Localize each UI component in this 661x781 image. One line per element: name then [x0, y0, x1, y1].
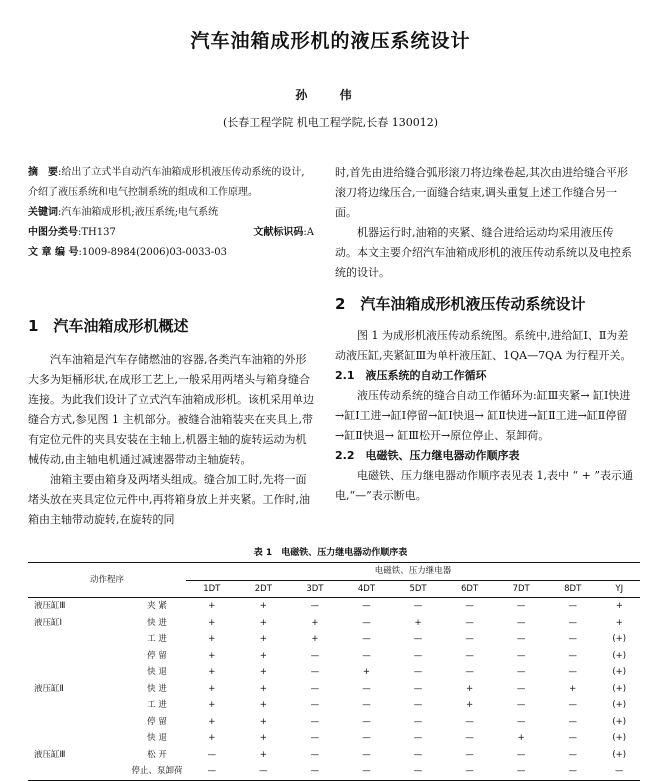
- column-header: 3DT: [289, 580, 341, 598]
- table-cell: —: [362, 683, 371, 694]
- row-group: 液压缸Ⅲ: [34, 601, 66, 611]
- table-cell: +: [517, 733, 525, 743]
- column-header: 6DT: [444, 580, 496, 598]
- table-cell: —: [465, 617, 474, 628]
- table-cell: —: [516, 716, 526, 727]
- table-cell: +: [362, 667, 371, 677]
- column-header: 1DT: [186, 580, 238, 598]
- table-row: [28, 747, 640, 764]
- table-cell: —: [310, 733, 320, 743]
- table-cell: +: [208, 667, 216, 677]
- row-step: 停 留: [147, 650, 167, 661]
- section-2-body: [335, 326, 635, 506]
- table-cell: —: [568, 700, 577, 710]
- row-step: 快 退: [147, 733, 167, 743]
- doc-code-value: :A: [303, 227, 314, 238]
- table-cell: —: [362, 700, 371, 710]
- table-cell: +: [259, 749, 267, 760]
- table-cell: —: [516, 634, 526, 644]
- clc-value: :TH137: [78, 227, 116, 238]
- row-group: [28, 763, 128, 780]
- column-header: 7DT: [495, 580, 547, 598]
- row-step: 快 退: [147, 667, 167, 677]
- table-cell: —: [568, 749, 577, 760]
- table-cell: —: [310, 716, 320, 727]
- row-group: [28, 730, 128, 747]
- table-cell: +: [414, 617, 422, 628]
- sequence-table: [28, 562, 640, 781]
- table-cell: +: [259, 700, 267, 710]
- table-cell: (+): [612, 700, 627, 710]
- table-cell: —: [413, 716, 423, 727]
- table-cell: +: [466, 683, 474, 694]
- table-cell: +: [208, 634, 216, 644]
- column-header: 5DT: [392, 580, 444, 598]
- row-step: 松 开: [147, 749, 167, 760]
- table-cell: —: [516, 601, 526, 611]
- section-2-heading: 2 汽车油箱成形机液压传动系统设计: [335, 295, 586, 313]
- table-cell: —: [238, 763, 290, 780]
- table-cell: —: [547, 763, 599, 780]
- section-2-1-paragraph: 液压传动系统的缝合自动工作循环为:缸Ⅲ夹紧→ 缸Ⅰ快进→缸Ⅰ工进→缸Ⅰ停留→缸Ⅰ快退→ 缸Ⅱ快进→缸Ⅱ工进→缸Ⅱ停留→缸Ⅱ快退→ 缸Ⅲ松开→原位停止、泵卸荷。: [335, 389, 631, 442]
- article-no-value: :1009-8984(2006)03-0033-03: [78, 247, 228, 258]
- table-cell: —: [310, 601, 320, 611]
- table-cell: +: [259, 716, 267, 727]
- row-step: 快 进: [147, 617, 167, 628]
- table-cell: —: [362, 650, 371, 661]
- row-group: 液压缸Ⅲ: [34, 749, 66, 760]
- table-cell: —: [465, 634, 474, 644]
- table-row: [28, 681, 640, 698]
- keywords: [28, 203, 314, 223]
- table-cell: —: [310, 650, 320, 661]
- clc-label: 中图分类号: [28, 227, 78, 238]
- table-cell: —: [568, 650, 577, 661]
- table-cell: +: [311, 617, 319, 628]
- table-row: [28, 763, 640, 780]
- table-cell: —: [516, 650, 526, 661]
- table-cell: —: [568, 617, 577, 628]
- table-cell: —: [310, 700, 320, 710]
- section-2-paragraph-1: 图 1 为成形机液压传动系统图。系统中,进给缸Ⅰ、Ⅱ为差动液压缸,夹紧缸Ⅲ为单杆液压缸、1QA—7QA 为行程开关。: [335, 329, 632, 362]
- article-number: [28, 243, 314, 263]
- table-row: [28, 648, 640, 665]
- table-cell: +: [259, 617, 267, 628]
- table-row: [28, 631, 640, 648]
- table-cell: +: [569, 683, 577, 694]
- table-row: [28, 598, 640, 615]
- table-cell: —: [413, 650, 423, 661]
- table-cell: +: [259, 733, 267, 743]
- column-header: 8DT: [547, 580, 599, 598]
- table-cell: —: [362, 716, 371, 727]
- abstract: [28, 163, 314, 203]
- table-cell: +: [615, 617, 623, 628]
- row-step: 工 进: [147, 700, 167, 710]
- section-2-1-heading: 2.1 液压系统的自动工作循环: [335, 369, 487, 382]
- table-cell: —: [516, 749, 526, 760]
- table-cell: —: [495, 763, 547, 780]
- table-row: [28, 730, 640, 747]
- table-cell: +: [208, 700, 216, 710]
- table-caption: 表 1 电磁铁、压力继电器动作顺序表: [253, 548, 408, 558]
- table-cell: —: [341, 763, 393, 780]
- row-group: 液压缸Ⅰ: [34, 617, 63, 628]
- table-cell: —: [465, 601, 474, 611]
- table-cell: —: [568, 716, 577, 727]
- table-cell: +: [466, 700, 474, 710]
- section-2-2-paragraph: 电磁铁、压力继电器动作顺序表见表 1,表中 “ + ”表示通电,“—”表示断电。: [335, 469, 633, 502]
- table-cell: —: [568, 667, 577, 677]
- table-row: [28, 615, 640, 632]
- table-cell: (+): [612, 634, 627, 644]
- table-cell: —: [413, 700, 423, 710]
- table-cell: —: [413, 634, 423, 644]
- table-cell: (+): [612, 716, 627, 727]
- table-cell: —: [413, 733, 423, 743]
- section-2-2-heading: 2.2 电磁铁、压力继电器动作顺序表: [335, 449, 520, 462]
- table-cell: —: [310, 667, 320, 677]
- table-cell: +: [259, 601, 267, 611]
- table-cell: —: [413, 601, 423, 611]
- column-header: YJ: [599, 580, 641, 598]
- keywords-label: 关键词: [28, 207, 58, 218]
- author-name: 孙 伟: [295, 88, 366, 102]
- table-cell: —: [568, 601, 577, 611]
- table-cell: +: [208, 716, 216, 727]
- header-group: 电磁铁、压力继电器: [186, 563, 640, 581]
- table-header-row-1: [28, 563, 640, 581]
- table-cell: —: [568, 634, 577, 644]
- table-cell: —: [465, 667, 474, 677]
- classification-line: [28, 223, 314, 243]
- table-cell: (+): [612, 749, 627, 760]
- table-cell: —: [413, 667, 423, 677]
- table-cell: —: [599, 763, 641, 780]
- row-group: 液压缸Ⅱ: [34, 683, 64, 694]
- table-cell: —: [516, 683, 526, 694]
- keywords-text: :汽车油箱成形机;液压系统;电气系统: [58, 207, 219, 218]
- table-cell: +: [259, 634, 267, 644]
- row-step: 停止、泵卸荷: [128, 763, 186, 780]
- row-group: [28, 631, 128, 648]
- left-column: [28, 163, 314, 263]
- table-cell: +: [259, 667, 267, 677]
- row-group: [28, 648, 128, 665]
- row-step: 停 留: [147, 716, 167, 727]
- column-header: 4DT: [341, 580, 393, 598]
- row-group: [28, 664, 128, 681]
- table-cell: +: [259, 650, 267, 661]
- abstract-text: :给出了立式半自动汽车油箱成形机液压传动系统的设计,介绍了液压系统和电气控制系统的组成和工作原理。: [28, 167, 305, 198]
- table-cell: —: [362, 749, 371, 760]
- section-1-heading: 1 汽车油箱成形机概述: [28, 317, 189, 335]
- table-cell: —: [516, 667, 526, 677]
- table-cell: +: [208, 617, 216, 628]
- section-1-paragraph-2: 油箱主要由箱身及两堵头组成。缝合加工时,先将一面堵头放在夹具定位元件中,再将箱身放上并夹紧。工作时,油箱由主轴带动旋转,在旋转的同: [28, 473, 310, 526]
- table-cell: —: [444, 763, 496, 780]
- table-cell: —: [186, 763, 238, 780]
- paper-title: 汽车油箱成形机的液压系统设计: [190, 30, 471, 52]
- row-group: [28, 697, 128, 714]
- table-row: [28, 714, 640, 731]
- table-row: [28, 697, 640, 714]
- table-cell: —: [362, 733, 371, 743]
- abstract-label: 摘 要: [28, 167, 58, 178]
- table-cell: —: [465, 733, 474, 743]
- row-step: 快 进: [147, 683, 167, 694]
- table-cell: +: [259, 683, 267, 694]
- table-cell: +: [208, 650, 216, 661]
- table-cell: —: [465, 650, 474, 661]
- table-cell: +: [208, 601, 216, 611]
- table-cell: —: [362, 601, 371, 611]
- table-cell: —: [207, 749, 217, 760]
- table-cell: —: [289, 763, 341, 780]
- table-cell: (+): [612, 733, 627, 743]
- table-cell: —: [362, 617, 371, 628]
- table-cell: +: [208, 733, 216, 743]
- table-cell: +: [615, 601, 623, 611]
- right-paragraph-1: 时,首先由进给缝合弧形滚刀将边缘卷起,其次由进给缝合平形滚刀将边缘压合,一面缝合结束,调头重复上述工作缝合另一面。: [335, 166, 628, 219]
- table-cell: —: [310, 749, 320, 760]
- table-cell: —: [362, 634, 371, 644]
- table-cell: —: [516, 700, 526, 710]
- table-cell: —: [516, 617, 526, 628]
- author-affiliation: (长春工程学院 机电工程学院,长春 130012): [222, 116, 439, 129]
- section-1-paragraph-1: 汽车油箱是汽车存储燃油的容器,各类汽车油箱的外形大多为矩桶形状,在成形工艺上,一般采用两堵头与箱身缝合连接。为此我们设计了立式汽车油箱成形机。该机采用单边缝合方式,参见图 1 主机部分。被缝合油箱装夹在夹具上,带有定位元件的夹具安装在主轴上,机器主轴的旋转运动为机械传动,由主轴电机通过减速器带动主轴旋转。: [28, 353, 314, 466]
- table-cell: —: [465, 716, 474, 727]
- table-cell: —: [310, 683, 320, 694]
- doc-code-label: 文献标识码: [253, 227, 304, 238]
- table-cell: —: [413, 683, 423, 694]
- table-cell: —: [568, 733, 577, 743]
- right-paragraph-2: 机器运行时,油箱的夹紧、缝合进给运动均采用液压传动。本文主要介绍汽车油箱成形机的液压传动系统以及电控系统的设计。: [335, 226, 632, 279]
- table-row: [28, 664, 640, 681]
- article-no-label: 文 章 编 号: [28, 247, 79, 258]
- row-group: [28, 714, 128, 731]
- row-step: 夹 紧: [147, 601, 167, 611]
- row-step: 工 进: [147, 634, 167, 644]
- table-cell: (+): [612, 650, 627, 661]
- table-cell: (+): [612, 667, 627, 677]
- table-cell: (+): [612, 683, 627, 694]
- table-cell: —: [465, 749, 474, 760]
- table-cell: —: [392, 763, 444, 780]
- right-column-top: [335, 163, 635, 283]
- table-cell: +: [311, 634, 319, 644]
- header-action: 动作程序: [28, 563, 186, 598]
- table-cell: —: [413, 749, 423, 760]
- section-1-body: [28, 350, 314, 530]
- table-cell: +: [208, 683, 216, 694]
- column-header: 2DT: [238, 580, 290, 598]
